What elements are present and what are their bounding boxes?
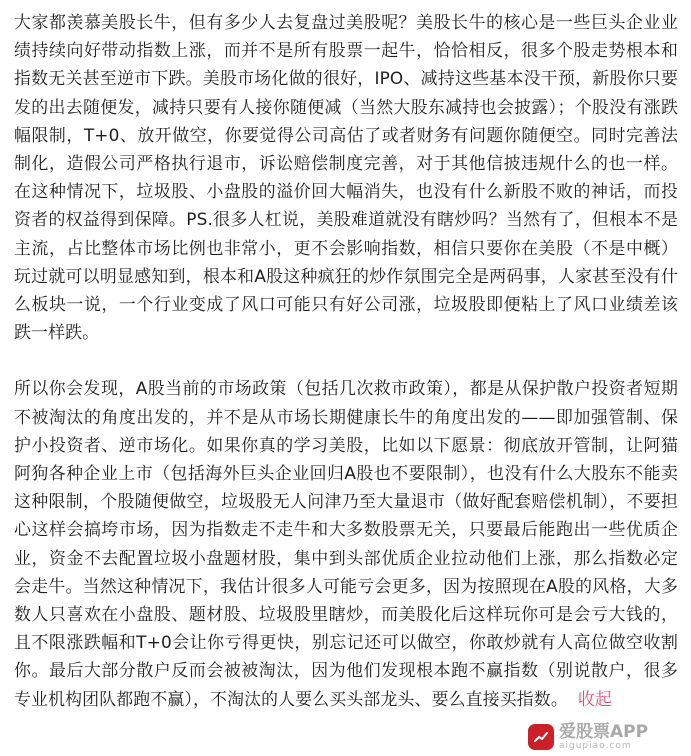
paragraph-text: 所以你会发现，A股当前的市场政策（包括几次救市政策），都是从保护散户投资者短期不被淘汰的角度出发的，并不是从市场长期健康长牛的角度出发的——即加强管制、保护小投资者、逆市场化。如果你真的学习美股，比如以下愿景：彻底放开管制，让阿猫阿狗各种企业上市（包括海外巨头企业回归A股也不要限制），也没有什么大股东不能卖这种限制，个股随便做空，垃圾股无人问津乃至大量退市（做好配套赔偿机制），不要担心这样会搞垮市场，因为指数走不走牛和大多数股票无关，只要最后能跑出一些优质企业，资金不去配置垃圾小盘题材股，集中到头部优质企业拉动他们上涨，那么指数必定会走牛。当然这种情况下，我估计很多人可能亏会更多，因为按照现在A股的风格，大多数人只喜欢在小盘股、题材股、垃圾股里瞎炒，而美股化后这样玩你可是会亏大钱的，且不限涨跌幅和T+0会让你亏得更快，别忘记还可以做空，你敢炒就有人高位做空收割你。最后大部分散户反而会被被淘汰，因为他们发现根本跑不赢指数（别说散户，很多专业机构团队都跑不赢），不淘汰的人要么买头部龙头、要么直接买指数。 [14,378,678,709]
paragraph-text: 大家都羡慕美股长牛，但有多少人去复盘过美股呢？美股长牛的核心是一些巨头企业业绩持续向好带动指数上涨，而并不是所有股票一起牛，恰恰相反，很多个股走势根本和指数无关甚至逆市下跌。美股市场化做的很好，IPO、减持这些基本没干预，新股你只要发的出去随便发，减持只要有人接你随便减（当然大股东减持也会披露）；个股没有涨跌幅限制，T+0、放开做空，你要觉得公司高估了或者财务有问题你随便空。同时完善法制化，造假公司严格执行退市，诉讼赔偿制度完善，对于其他信披违规什么的也一样。在这种情况下，垃圾股、小盘股的溢价回大幅消失，也没有什么新股不败的神话，而投资者的权益得到保障。PS.很多人杠说，美股难道就没有瞎炒吗？当然有了，但根本不是主流，占比整体市场比例也非常小，更不会影响指数，相信只要你在美股（不是中概）玩过就可以明显感知到，根本和A股这种疯狂的炒作氛围完全是两码事，人家甚至没有什么板块一说，一个行业变成了风口可能只有好公司涨，垃圾股即便粘上了风口业绩差该跌一样跌。 [14,12,678,343]
stock-chart-icon [533,729,549,745]
app-watermark [528,720,684,754]
watermark-url: aigupiao.com [559,740,632,751]
watermark-title: 爱股票APP [559,721,649,742]
collapse-link[interactable]: 收起 [577,688,612,709]
article-body [14,8,678,713]
app-logo-icon [528,724,554,750]
article-paragraph [14,374,678,712]
article-paragraph [14,8,678,346]
watermark-text [559,723,648,752]
